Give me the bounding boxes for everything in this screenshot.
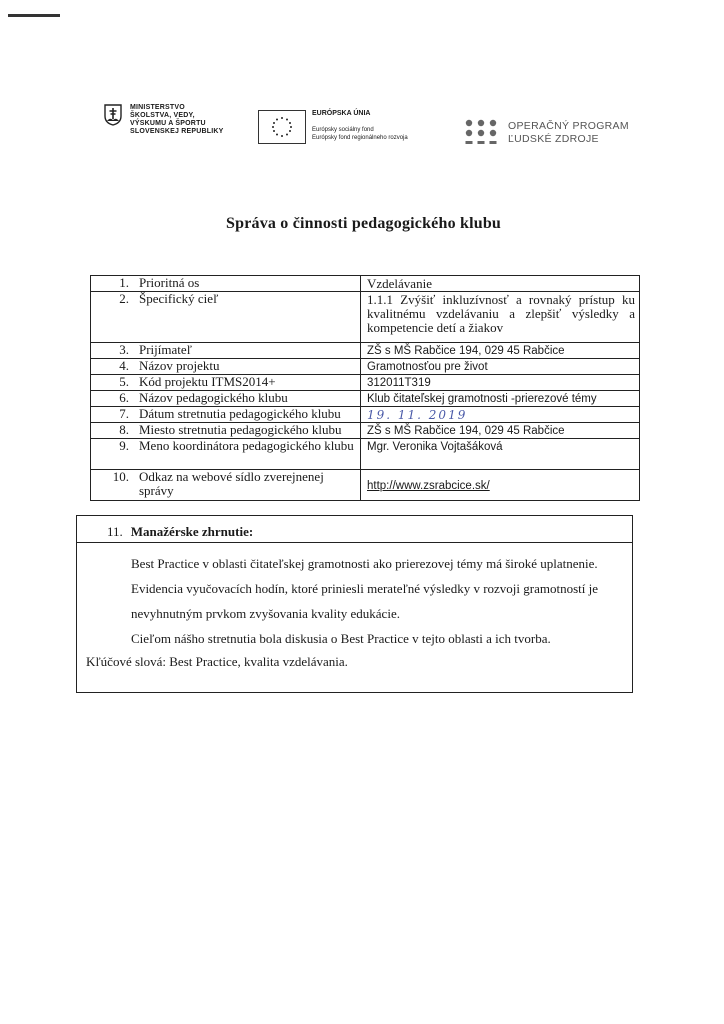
summary-keywords: Kľúčové slová: Best Practice, kvalita vzdelávania. [86, 654, 348, 669]
row-label: Meno koordinátora pedagogického klubu [139, 438, 354, 453]
table-row [91, 391, 639, 407]
scan-mark [8, 14, 60, 17]
row-label: Prioritná os [139, 275, 200, 290]
eu-fund-line: Európsky sociálny fond [312, 127, 374, 133]
row-value: ZŠ s MŠ Rabčice 194, 029 45 Rabčice [367, 345, 565, 357]
row-value: Klub čitateľskej gramotnosti -prierezové témy [367, 393, 597, 405]
op-line: OPERAČNÝ PROGRAM [508, 120, 629, 132]
table-row [91, 470, 639, 500]
row-label: Odkaz na webové sídlo zverejnenej správy [139, 469, 324, 498]
row-label: Prijímateľ [139, 342, 192, 357]
row-number: 1. [119, 275, 129, 290]
row-value: Vzdelávanie [367, 276, 432, 291]
row-label: Špecifický cieľ [139, 291, 219, 306]
summary-paragraph: Cieľom nášho stretnutia bola diskusia o Best Practice v tejto oblasti a ich tvorba. [131, 631, 551, 646]
row-value: Mgr. Veronika Vojtašáková [367, 441, 503, 453]
row-label: Kód projektu ITMS2014+ [139, 374, 276, 389]
eu-title: EURÓPSKA ÚNIA [312, 110, 371, 117]
row-label: Názov pedagogického klubu [139, 390, 288, 405]
slovak-crest-icon [104, 104, 122, 126]
row-number: 5. [119, 374, 129, 389]
eu-logo [258, 110, 408, 144]
ministry-line: VÝSKUMU A ŠPORTU [130, 120, 206, 127]
summary-paragraph: nevyhnutným prvkom zvyšovania kvality edukácie. [131, 606, 400, 621]
eu-flag-icon [258, 110, 306, 144]
project-info-table [90, 275, 640, 501]
op-line: ĽUDSKÉ ZDROJE [508, 133, 599, 145]
table-row [91, 423, 639, 439]
summary-number: 11. [107, 524, 123, 539]
table-row [91, 343, 639, 359]
row-number: 7. [119, 406, 129, 421]
row-label: Názov projektu [139, 358, 220, 373]
summary-heading-text: Manažérske zhrnutie: [130, 524, 254, 539]
row-number: 10. [112, 469, 129, 484]
ministry-logo [104, 104, 223, 136]
row-value: Gramotnosťou pre život [367, 361, 488, 373]
table-row [91, 276, 639, 292]
op-dots-icon [464, 118, 498, 148]
op-logo [464, 118, 629, 148]
report-web-link[interactable]: http://www.zsrabcice.sk/ [367, 480, 490, 492]
row-number: 6. [119, 390, 129, 405]
row-label: Dátum stretnutia pedagogického klubu [139, 406, 341, 421]
row-number: 4. [119, 358, 129, 373]
row-label: Miesto stretnutia pedagogického klubu [139, 422, 342, 437]
table-row [91, 359, 639, 375]
page-title: Správa o činnosti pedagogického klubu [226, 215, 502, 232]
table-row [91, 439, 639, 470]
row-number: 2. [119, 291, 129, 306]
ministry-line: ŠKOLSTVA, VEDY, [130, 112, 195, 119]
row-number: 8. [119, 422, 129, 437]
row-number: 3. [119, 342, 129, 357]
table-row [91, 375, 639, 391]
summary-paragraph: Evidencia vyučovacích hodín, ktoré priniesli merateľné výsledky v rozvoji gramotností je [131, 581, 599, 596]
row-value: 1.1.1 Zvýšiť inkluzívnosť a rovnaký prístup ku kvalitnému vzdelávaniu a zlepšiť výsledky a kompetencie detí a žiakov [367, 292, 635, 335]
row-value: ZŠ s MŠ Rabčice 194, 029 45 Rabčice [367, 425, 565, 437]
row-value: 312011T319 [367, 377, 431, 389]
summary-heading [107, 524, 253, 540]
divider [77, 542, 632, 543]
eu-fund-line: Európsky fond regionálneho rozvoja [312, 135, 408, 141]
row-number: 9. [119, 438, 129, 453]
table-row [91, 292, 639, 343]
table-row [91, 407, 639, 423]
meeting-date-handwritten: 19. 11. 2019 [367, 408, 468, 422]
ministry-line: MINISTERSTVO [130, 104, 185, 111]
ministry-line: SLOVENSKEJ REPUBLIKY [130, 128, 224, 135]
summary-paragraph: Best Practice v oblasti čitateľskej gramotnosti ako prierezovej témy má široké uplatnenie. [131, 556, 598, 571]
